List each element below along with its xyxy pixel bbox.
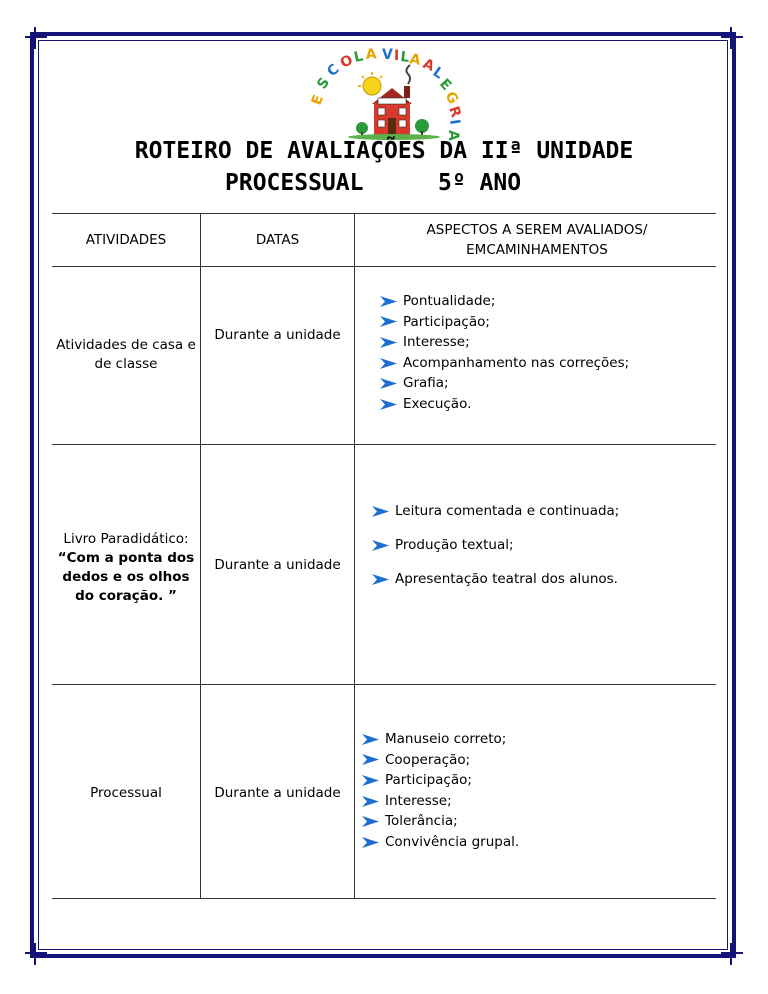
document-title: ROTEIRO DE AVALIAÇÕES DA IIª UNIDADE bbox=[134, 138, 634, 164]
svg-text:L: L bbox=[399, 49, 411, 66]
list-item: Execução. bbox=[380, 394, 629, 415]
arrow-bullet-icon bbox=[362, 837, 379, 848]
header-datas: DATAS bbox=[255, 232, 300, 248]
row1-atividade: Atividades de casa e de classe bbox=[56, 337, 196, 372]
arrow-bullet-icon bbox=[362, 775, 379, 786]
row2-atividade bbox=[52, 528, 200, 608]
list-item: Interesse; bbox=[380, 332, 629, 353]
book-label: Livro Paradidático: bbox=[63, 531, 189, 547]
row3-aspectos-list bbox=[362, 729, 519, 853]
table-rule bbox=[52, 898, 716, 899]
subtitle-grade: 5º ANO bbox=[438, 170, 522, 196]
corner-ornament bbox=[721, 27, 743, 49]
school-logo bbox=[308, 46, 464, 148]
svg-text:L: L bbox=[429, 64, 447, 83]
row3-atividade: Processual bbox=[90, 784, 162, 801]
arrow-bullet-icon bbox=[362, 754, 379, 765]
subtitle-type: PROCESSUAL bbox=[225, 170, 364, 196]
svg-text:C: C bbox=[324, 61, 343, 81]
arrow-bullet-icon bbox=[362, 796, 379, 807]
corner-ornament bbox=[25, 943, 47, 965]
table-rule bbox=[52, 266, 716, 267]
corner-ornament bbox=[25, 27, 47, 49]
arrow-bullet-icon bbox=[380, 378, 397, 389]
row2-data: Durante a unidade bbox=[214, 556, 341, 573]
svg-text:A: A bbox=[365, 46, 378, 63]
column-divider bbox=[354, 213, 355, 898]
list-item: Grafia; bbox=[380, 373, 629, 394]
list-item: Participação; bbox=[362, 770, 519, 791]
list-item: Participação; bbox=[380, 312, 629, 333]
row3-data: Durante a unidade bbox=[214, 784, 341, 801]
svg-text:E: E bbox=[436, 75, 455, 94]
arrow-bullet-icon bbox=[372, 540, 389, 551]
list-item: Cooperação; bbox=[362, 750, 519, 771]
list-item: Acompanhamento nas correções; bbox=[380, 353, 629, 374]
list-item: Pontualidade; bbox=[380, 291, 629, 312]
corner-ornament bbox=[721, 943, 743, 965]
list-item: Interesse; bbox=[362, 791, 519, 812]
arrow-bullet-icon bbox=[380, 296, 397, 307]
svg-text:A: A bbox=[408, 51, 422, 69]
book-title: “Com a ponta dos dedos e os olhos do coração. ” bbox=[57, 550, 195, 604]
svg-text:A: A bbox=[420, 55, 437, 75]
arrow-bullet-icon bbox=[380, 337, 397, 348]
arrow-bullet-icon bbox=[372, 506, 389, 517]
arrow-bullet-icon bbox=[372, 574, 389, 585]
row2-aspectos-list bbox=[372, 503, 619, 605]
arrow-bullet-icon bbox=[362, 816, 379, 827]
svg-text:V: V bbox=[382, 47, 393, 63]
list-item: Produção textual; bbox=[372, 537, 619, 553]
svg-text:S: S bbox=[314, 74, 334, 93]
header-atividades: ATIVIDADES bbox=[85, 232, 167, 248]
arrow-bullet-icon bbox=[380, 358, 397, 369]
arrow-bullet-icon bbox=[362, 734, 379, 745]
arrow-bullet-icon bbox=[380, 399, 397, 410]
svg-text:A: A bbox=[445, 130, 461, 141]
list-item: Tolerância; bbox=[362, 811, 519, 832]
svg-text:I: I bbox=[394, 48, 400, 64]
table-rule bbox=[52, 684, 716, 685]
svg-text:R: R bbox=[445, 104, 464, 120]
list-item: Manuseio correto; bbox=[362, 729, 519, 750]
header-aspectos: ASPECTOS A SEREM AVALIADOS/ EMCAMINHAMENTOS bbox=[426, 222, 648, 258]
list-item: Convivência grupal. bbox=[362, 832, 519, 853]
row1-aspectos-list bbox=[380, 291, 629, 415]
list-item: Apresentação teatral dos alunos. bbox=[372, 571, 619, 587]
table-rule bbox=[52, 444, 716, 445]
list-item: Leitura comentada e continuada; bbox=[372, 503, 619, 519]
row1-data: Durante a unidade bbox=[214, 326, 341, 343]
svg-text:G: G bbox=[441, 89, 462, 107]
svg-text:O: O bbox=[337, 52, 356, 72]
svg-text:I: I bbox=[446, 118, 463, 126]
arrow-bullet-icon bbox=[380, 316, 397, 327]
svg-text:E: E bbox=[308, 92, 328, 108]
svg-text:L: L bbox=[352, 48, 365, 66]
